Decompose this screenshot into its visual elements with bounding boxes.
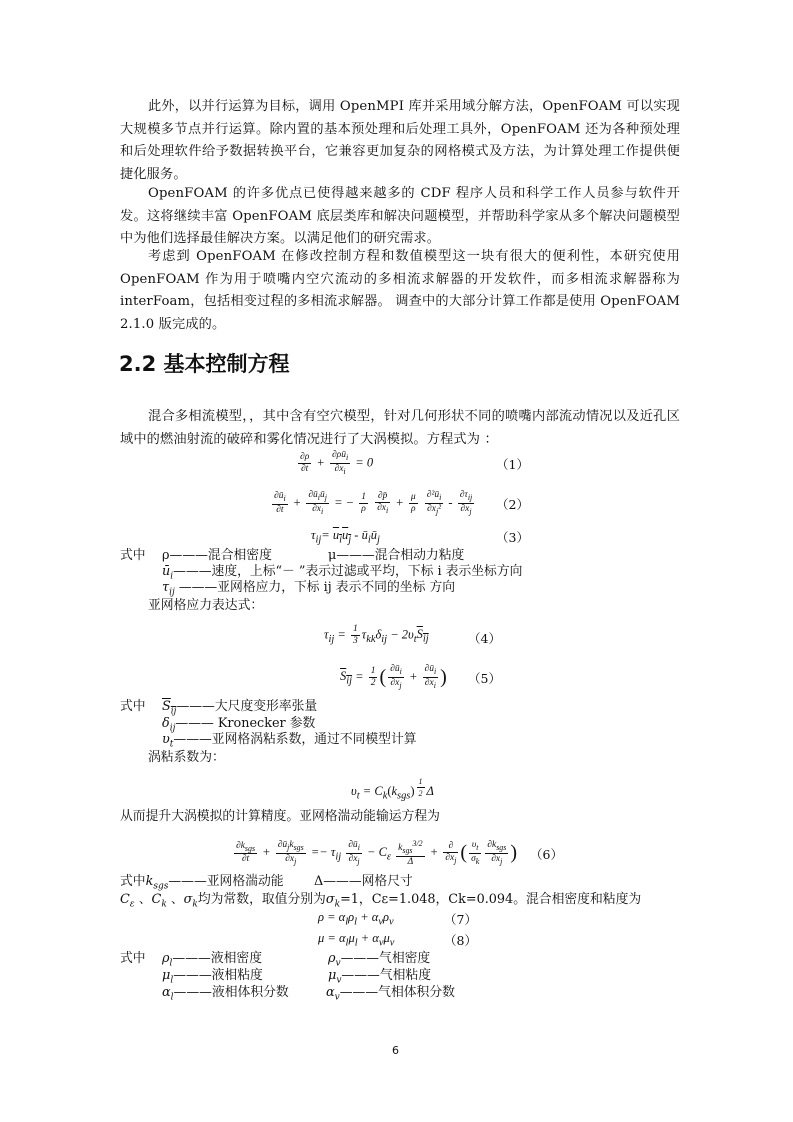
def-nu: $\upsilon_t———$亚网格涡粘系数，通过不同模型计算 — [162, 732, 417, 750]
def-mu-v: $\mu_v———$气相粘度 — [328, 968, 431, 986]
equation-2: $\frac{\partial ū_i}{\partial t}$ + $\frac{\partial ū_iū_j}{\partial x_i}$ = − $\frac{1}{\rho}$ $\frac{\partial p̄}{\partial x_i}$ + $\frac{\mu}{\rho}$ $\frac{\partial^2ū_i}{\partial x_j^2}$ - $\frac{\partial\tau_{ij}}{\partial x_j}$ — [274, 490, 473, 516]
def-rho-l: $\rho_l———$液相密度 — [162, 951, 262, 969]
def-Delta: Δ———网格尺寸 — [314, 874, 413, 889]
page-number: 6 — [392, 1044, 399, 1057]
def-lead-4: 式中 — [120, 951, 146, 966]
equation-number-4: （4） — [468, 631, 501, 646]
equation-number-8: （8） — [444, 933, 477, 948]
def-tau-text: ———亚网格应力，下标 ij 表示不同的坐标 方向 — [174, 580, 456, 595]
equation-number-3: （3） — [496, 530, 529, 545]
def-mu: μ———混合相动力粘度 — [328, 548, 465, 563]
def-rho-v-text: ———气相密度 — [340, 951, 431, 966]
paragraph-3: 考虑到 OpenFOAM 在修改控制方程和数值模型这一块有很大的便利性，本研究使用 OpenFOAM 作为用于喷嘴内空穴流动的多相流求解器的开发软件，而多相流求解器称为 interFoam，包括相变过程的多相流求解器。 调查中的大部分计算工作都是使用 OpenFOAM 2.1.0 版完成的。 — [120, 249, 680, 332]
equation-7: $\rho = \alpha_l\rho_l + \alpha_v\rho_v$ — [318, 910, 394, 928]
def-alpha-v-text: ———气相体积分数 — [339, 985, 455, 1000]
def-mu-v-text: ———气相粘度 — [341, 968, 431, 983]
def-u-text: ———速度，上标“－ ”表示过滤或平均，下标 i 表示坐标方向 — [173, 564, 523, 579]
def-constants: $C_\varepsilon$ 、$C_k$ 、$\sigma_k$均为常数，取值分别为$\sigma_k=1$，Cε=1.048，Ck=0.094。混合相密度和粘度为 — [120, 892, 642, 910]
paragraph-2: OpenFOAM 的许多优点已使得越来越多的 CDF 程序人员和科学工作人员参与软件开发。这将继续丰富 OpenFOAM 底层类库和解决问题模型，并帮助科学家从多个解决问题模型中为他们选择最佳解决方案。以满足他们的研究需求。 — [120, 186, 680, 246]
def-mu-l: $\mu_l———$液相粘度 — [162, 968, 263, 986]
paragraph-1: 此外，以并行运算为目标，调用 OpenMPI 库并采用域分解方法，OpenFOAM 可以实现大规模多节点并行运算。除内置的基本预处理和后处理工具外，OpenFOAM 还为各种预处理和后处理软件给予数据转换平台，它兼容更加复杂的网格模式及方法，为计算处理工作提供便捷化服务。 — [120, 99, 680, 182]
def-S: $S_{ij}———$大尺度变形率张量 — [162, 699, 318, 717]
equation-1: $\frac{\partial\rho}{\partial t}$ + $\frac{\partial\rho ū_i}{\partial x_i}$ = 0 — [300, 450, 374, 476]
equation-number-6: （6） — [530, 847, 563, 862]
visc-title: 涡粘系数为： — [148, 750, 225, 765]
def-k: 式中$k_{sgs}———$亚网格湍动能 — [120, 874, 284, 892]
def-alpha-v: $\alpha_v———$气相体积分数 — [326, 985, 455, 1003]
equation-6: $\frac{\partial k_{sgs}}{\partial t}$ + $\frac{\partial ū_jk_{sgs}}{\partial x_j}$ =− $\tau_{ij}$ $\frac{\partial ū_i}{\partial x_j}$ − $C_\varepsilon$ $\frac{k_{sgs}^{3/2}}{\Delta}$ + $\frac{\partial}{\partial x_j}$ ( $\frac{\upsilon_t}{\sigma_k}$ $\frac{\partial k_{sgs}}{\partial x_j}$ ) — [236, 839, 517, 868]
def-rho-v: $\rho_v———$气相密度 — [328, 951, 431, 969]
equation-number-2: （2） — [496, 497, 529, 512]
def-delta-text: ——— Kronecker 参数 — [175, 716, 316, 731]
equation-8: $\mu = \alpha_l\mu_l + \alpha_v\mu_v$ — [318, 931, 395, 949]
def-tau: $\tau_{ij}$ ———亚网格应力，下标 ij 表示不同的坐标 方向 — [162, 580, 456, 598]
def-alpha-l-text: ———液相体积分数 — [173, 985, 289, 1000]
stress-title: 亚网格应力表达式： — [148, 598, 264, 613]
def-lead-1: 式中 — [120, 548, 146, 563]
equation-number-5: （5） — [468, 671, 501, 686]
def-u: $ū_i———$速度，上标“－ ”表示过滤或平均，下标 i 表示坐标方向 — [162, 564, 523, 582]
def-constants-text: 均为常数，取值分别为 — [197, 892, 326, 907]
def-lead-2: 式中 — [120, 699, 146, 714]
def-rho-l-text: ———液相密度 — [172, 951, 262, 966]
equation-number-7: （7） — [444, 912, 477, 927]
def-delta: $\delta_{ij}———$ Kronecker 参数 — [162, 716, 316, 734]
tke-text: 从而提升大涡模拟的计算精度。亚网格湍动能输运方程为 — [120, 809, 440, 824]
equation-4: $\tau_{ij}$ = $\frac{1}{3}$ $\tau_{kk}\delta_{ij} - 2\upsilon_tS_{ij}$ — [324, 624, 429, 646]
def-nu-text: ———亚网格涡粘系数，通过不同模型计算 — [173, 732, 417, 747]
def-alpha-l: $\alpha_l———$液相体积分数 — [162, 985, 289, 1003]
equation-3: $\tau_{ij}= u_iu_j$ - $ū_iū_j$ — [311, 528, 380, 546]
def-mu-l-text: ———液相粘度 — [173, 968, 263, 983]
def-k-text: ———亚网格湍动能 — [168, 874, 284, 889]
intro-paragraph: 混合多相流模型，，其中含有空穴模型，针对几何形状不同的喷嘴内部流动情况以及近孔区域中的燃油射流的破碎和雾化情况进行了大涡模拟。方程式为 ： — [120, 409, 680, 447]
section-heading: 2.2 基本控制方程 — [119, 352, 290, 376]
def-values-text: =1，Cε=1.048，Ck=0.094。混合相密度和粘度为 — [340, 892, 642, 907]
def-lead-3: 式中 — [120, 874, 146, 889]
equation-viscosity: $\upsilon_t = C_k(k_{sgs})$ $^{\frac{1}{2}}$ Δ — [351, 777, 434, 802]
equation-number-1: （1） — [496, 457, 529, 472]
equation-5: $S_{ij}$ = $\frac{1}{2}$ ( $\frac{\partial ū_i}{\partial x_j}$ + $\frac{\partial ū_i}{\partial x_i}$ ) — [340, 664, 447, 690]
def-S-text: ———大尺度变形率张量 — [176, 699, 318, 714]
def-rho: ρ———混合相密度 — [162, 548, 272, 563]
